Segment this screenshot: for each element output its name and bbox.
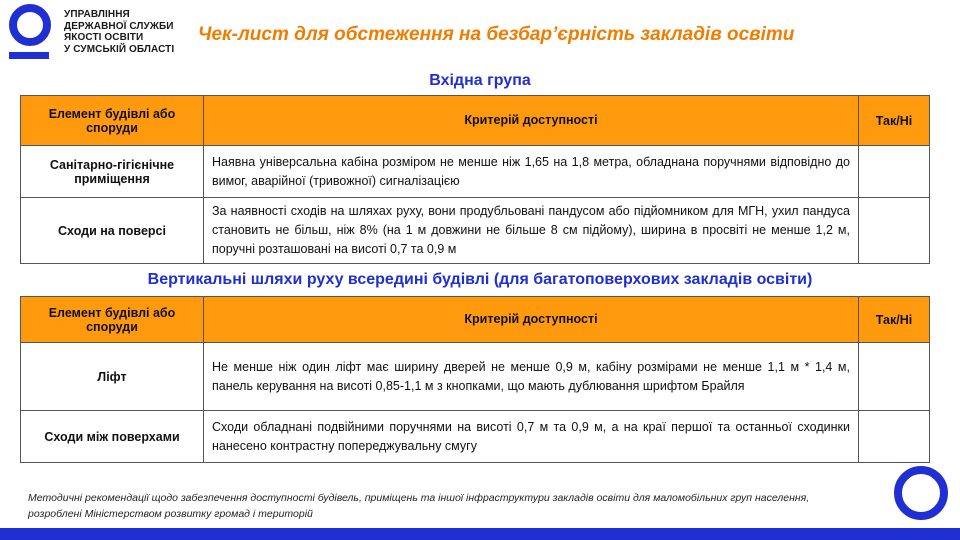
column-header-element: Елемент будівлі або споруди bbox=[21, 297, 204, 343]
table-row bbox=[21, 146, 930, 198]
section-title-vertical-routes: Вертикальні шляхи руху всередині будівлі (для багатоповерхових закладів освіти) bbox=[147, 271, 813, 288]
answer-cell[interactable] bbox=[859, 343, 930, 411]
org-line: ДЕРЖАВНОЇ СЛУЖБИ bbox=[64, 20, 174, 32]
org-line: ЯКОСТІ ОСВІТИ bbox=[64, 32, 144, 43]
circle-logo-icon bbox=[894, 466, 948, 520]
table-header-row bbox=[21, 96, 930, 146]
answer-cell[interactable] bbox=[859, 146, 930, 198]
answer-cell[interactable] bbox=[859, 198, 930, 264]
logo-ring bbox=[9, 4, 51, 46]
table-row bbox=[21, 198, 930, 264]
column-header-answer: Так/Ні bbox=[859, 297, 930, 343]
table-row bbox=[21, 343, 930, 411]
org-line: У СУМСЬКІЙ ОБЛАСТІ bbox=[64, 43, 175, 55]
footnote-source: Методичні рекомендації щодо забезпечення доступності будівель, приміщень та іншої інфраструктури закладів освіти для маломобільних груп населення, розроблені Міністерством розвитку громад і територій bbox=[28, 492, 810, 520]
column-header-answer: Так/Ні bbox=[859, 96, 930, 146]
table-header-row bbox=[21, 297, 930, 343]
column-header-criterion: Критерій доступності bbox=[204, 96, 859, 146]
row-criterion: Сходи обладнані подвійними поручнями на висоті 0,7 м та 0,9 м, а на краї першої та останньої сходинки нанесено контрастну попереджувальну смугу bbox=[204, 411, 859, 463]
logo-underline bbox=[9, 52, 49, 59]
logo-icon bbox=[9, 4, 51, 46]
table-row bbox=[21, 411, 930, 463]
row-criterion: За наявності сходів на шляхах руху, вони продубльовані пандусом або підйомником для МГН, ухил пандуса становить не більш, ніж 8% (на 1 м довжини не більше 8 см підйому), ширина в просвіті не менше 1,2 м, поручні розташовані на висоті 0,7 та 0,9 м bbox=[204, 198, 859, 264]
row-element: Санітарно-гігієнічне приміщення bbox=[21, 146, 204, 198]
row-element: Сходи між поверхами bbox=[21, 411, 204, 463]
page-title: Чек-лист для обстеження на безбар’єрність закладів освіти bbox=[198, 24, 795, 45]
checklist-table-entrance bbox=[20, 95, 930, 264]
org-line: УПРАВЛІННЯ bbox=[64, 9, 130, 20]
column-header-element: Елемент будівлі або споруди bbox=[21, 96, 204, 146]
row-criterion: Наявна універсальна кабіна розміром не менше ніж 1,65 на 1,8 метра, обладнана поручнями відповідно до вимог, аварійної (тривожної) сигналізацією bbox=[204, 146, 859, 198]
column-header-criterion: Критерій доступності bbox=[204, 297, 859, 343]
row-criterion: Не менше ніж один ліфт має ширину дверей не менше 0,9 м, кабіну розмірами не менше 1,1 м * 1,4 м, панель керування на висоті 0,85-1,1 м з кнопками, що мають дублювання шрифтом Брайля bbox=[204, 343, 859, 411]
organization-name bbox=[64, 9, 204, 55]
bottom-bar bbox=[0, 528, 960, 540]
section-title-entrance: Вхідна група bbox=[429, 72, 531, 89]
row-element: Сходи на поверсі bbox=[21, 198, 204, 264]
answer-cell[interactable] bbox=[859, 411, 930, 463]
row-element: Ліфт bbox=[21, 343, 204, 411]
checklist-table-vertical-routes bbox=[20, 296, 930, 463]
